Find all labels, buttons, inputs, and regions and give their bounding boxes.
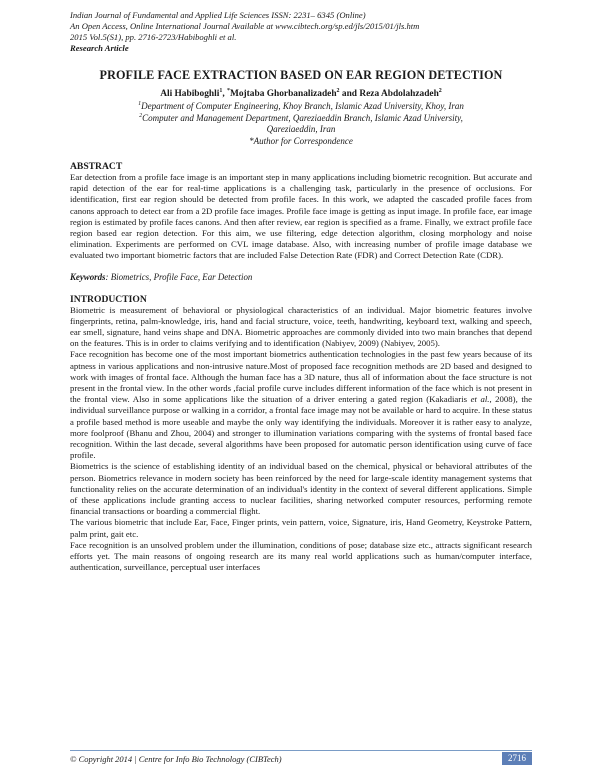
abstract-heading: ABSTRACT [70,161,123,172]
affiliation-2-city: Qareziaeddin, Iran [266,124,336,134]
author-1: Ali Habiboghli [160,89,220,99]
affiliation-2 [70,113,532,125]
intro-p2-etal: et al. [470,394,490,405]
intro-paragraph-2 [70,349,532,461]
keywords-separator: : [105,271,111,282]
correspondence-note: *Author for Correspondence [249,135,353,146]
intro-paragraph-5: Face recognition is an unsolved problem under the illumination, conditions of pose; database size etc., attracts significant research efforts yet. The main reasons of ongoing research are its many real world applications such as human/computer interface, authentication, surveillance, perceptual user interfaces [70,539,532,573]
paper-title: PROFILE FACE EXTRACTION BASED ON EAR REGION DETECTION [99,68,503,82]
keywords-line [70,272,532,282]
corresponding-mark: * [227,87,231,94]
abstract-text: Ear detection from a profile face image is an important step in many applications including biometric recognition. But accurate and rapid detection of the ear for real-time applications is a challenging task, particularly in the presence of occlusions. For identification, first ear region should be detected from profile faces. In this work, we adapted the cascaded profile faces from canons approach to detect ear from a 2D profile face images. Profile face image is getting as input image. In profile face, ear image region is estimated by profile faces canons. And then after review, ear region is specified as a frame. Finally, we extract profile face region based ear region detection. For this aim, we use filtering, edge detection algorithm, closing morphology and noise elimination. Experiments are performed on CVL image database. Also, with increasing number of profile image database we evaluated two important biometric factors that are included False Detection Rate (FDR) and Correct Detection Rate (CDR). [70,172,532,261]
author-3: and Reza Abdolahzadeh [339,89,439,99]
author-1-affil: 1 [219,87,223,94]
intro-paragraph-1: Biometric is measurement of behavioral or physiological characteristics of an individual. Major biometric features involve fingerprints, retina, palm-knowledge, iris, hand and facial structure, voice, teeth, handwriting, keyboard text, walking and speech, ear smell, signature, hand veins shape and DNA. Biometric approaches are commonly divided into two main branches that depend on the features. This is in order to claims verifying and to identification (Nabiyev, 2009) (Nabiyev, 2005). [70,304,532,349]
intro-paragraph-3: Biometrics is the science of establishing identity of an individual based on the chemical, physical or behavioral attributes of the person. Biometrics relevance in modern society has been reinforced by the need for large-scale identity management systems that functionality relies on the accurate determination of an individual's identity in the context of several different applications. Simple of these applications include granting access to nuclear facilities, sharing networked computer resources, performing remote financial transactions or boarding a commercial flight. [70,461,532,517]
intro-p2-part2: , 2008), the individual surveillance purpose or walking in a corridor, a frontal face image may not be available or hard to acquire. In these status a profile based method is more useable and maybe the only way identifying the individuals. Moreover it is rather easy to analyze, more foolproof (Bhanu and Zhou, 2004) and stronger to illumination variations comparing with the systems of frontal based face recognition. Within the last decade, several algorithms have been proposed for automatic person identification using curve of face profile. [70,394,533,461]
affiliation-1 [70,101,532,113]
journal-header-line2: An Open Access, Online International Journal Available at www.cibtech.org/sp.ed/jls/2015/01/jls.htm [70,21,420,31]
introduction-heading: INTRODUCTION [70,293,147,305]
page-number: 2716 [502,752,532,765]
affiliation-2-marker: 2 [139,112,143,119]
page-footer [70,750,532,767]
intro-p2-part1: Face recognition has become one of the most important biometrics authentication technologies in the past few years because of its aptness in various applications and non-intrusive nature.Most of proposed face recognition methods are 2D based and designed to work with images of frontal face. Although the human face has a 3D nature, thus all of information about the face structure is not present in the frontal view. In the other words ,facial profile curve includes different information of the face which is not present in the frontal view. Also in some applications like the situation of a driver entering a gated region (Kakadiaris [70,349,532,405]
author-2-affil: 2 [336,87,340,94]
keywords-label: Keywords [70,271,106,282]
page-content [70,10,532,574]
article-type: Research Article [70,43,129,53]
copyright-notice: © Copyright 2014 | Centre for Info Bio Technology (CIBTech) [70,754,282,764]
author-2: Mojtaba Ghorbanalizadeh [230,89,337,99]
author-3-affil: 2 [438,87,442,94]
affiliation-2-text: Computer and Management Department, Qareziaeddin Branch, Islamic Azad University, [142,112,463,123]
keywords-text: Biometrics, Profile Face, Ear Detection [110,271,253,282]
intro-paragraph-4: The various biometric that include Ear, Face, Finger prints, vein pattern, voice, Signature, iris, Hand Geometry, Keystroke Pattern, palm print, gait etc. [70,517,532,539]
author-list: Ali Habiboghli$^1$, *Mojtaba Ghorbanalizadeh$^2$ and Reza Abdolahzadeh$^2$ [160,87,442,99]
affiliation-1-marker: 1 [138,101,142,107]
affiliation-1-text: Department of Computer Engineering, Khoy Branch, Islamic Azad University, Khoy, Iran [141,101,464,111]
journal-header-line1: Indian Journal of Fundamental and Applied Life Sciences ISSN: 2231– 6345 (Online) [70,10,366,20]
journal-header-line3: 2015 Vol.5(S1), pp. 2716-2723/Habiboghli et al. [70,32,237,42]
